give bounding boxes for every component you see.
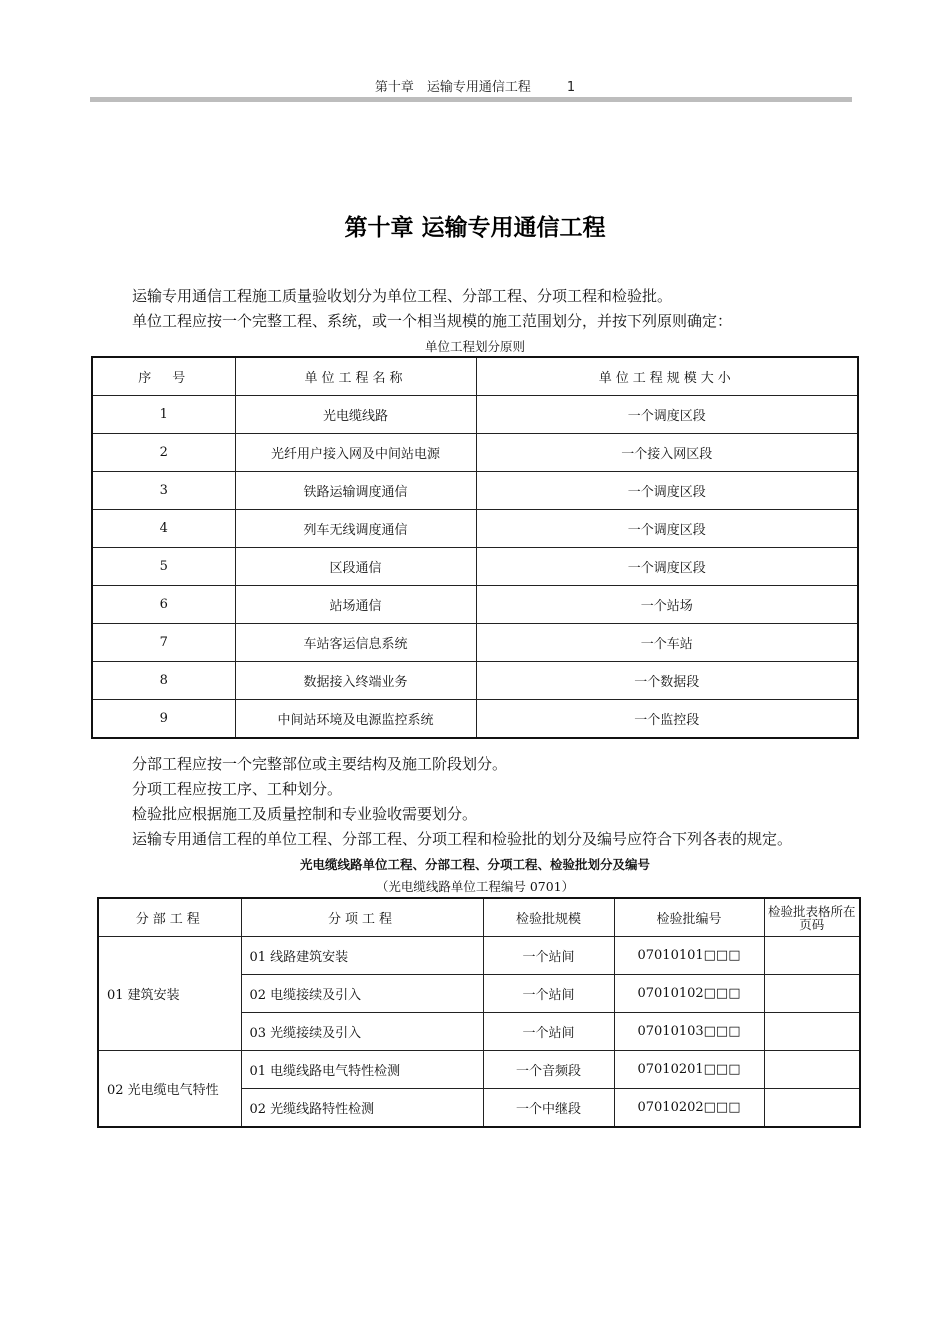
unit-name: 车站客运信息系统: [235, 624, 476, 662]
header-page-number: 1: [566, 80, 576, 95]
unit-scale: 一个监控段: [476, 700, 858, 739]
batch-scale: 一个中继段: [483, 1089, 614, 1128]
column-header: 单位工程规模大小: [476, 357, 858, 396]
table-row: [98, 1051, 860, 1089]
table-header-row: [92, 357, 858, 396]
form-page: [764, 1051, 860, 1089]
row-number: 6: [92, 586, 235, 624]
unit-name: 中间站环境及电源监控系统: [235, 700, 476, 739]
column-header: 分项工程: [241, 898, 483, 937]
unit-scale: 一个调度区段: [476, 510, 858, 548]
table1-caption: 单位工程划分原则: [424, 339, 525, 354]
intro-paragraph-1: 运输专用通信工程施工质量验收划分为单位工程、分部工程、分项工程和检验批。: [132, 287, 673, 305]
row-number: 8: [92, 662, 235, 700]
unit-scale: 一个数据段: [476, 662, 858, 700]
table-header-row: [98, 898, 860, 937]
column-header: 单位工程名称: [235, 357, 476, 396]
unit-scale: 一个站场: [476, 586, 858, 624]
row-number: 9: [92, 700, 235, 739]
unit-name: 列车无线调度通信: [235, 510, 476, 548]
sub-item-name: 01 线路建筑安装: [241, 937, 483, 975]
unit-name: 数据接入终端业务: [235, 662, 476, 700]
form-page: [764, 1013, 860, 1051]
unit-name: 站场通信: [235, 586, 476, 624]
intro-paragraph-2: 单位工程应按一个完整工程、系统，或一个相当规模的施工范围划分，并按下列原则确定：: [132, 312, 733, 330]
table-row: [92, 548, 858, 586]
table-row: [92, 662, 858, 700]
batch-scale: 一个站间: [483, 975, 614, 1013]
column-header: 检验批规模: [483, 898, 614, 937]
unit-scale: 一个调度区段: [476, 396, 858, 434]
unit-division-table: [91, 356, 859, 739]
body-paragraph-1: 分部工程应按一个完整部位或主要结构及施工阶段划分。: [132, 755, 508, 773]
table-row: [92, 434, 858, 472]
table-row: [92, 472, 858, 510]
row-number: 4: [92, 510, 235, 548]
table-row: [92, 586, 858, 624]
division-numbering-table: [97, 897, 861, 1128]
body-paragraph-2: 分项工程应按工序、工种划分。: [132, 780, 343, 798]
unit-name: 区段通信: [235, 548, 476, 586]
unit-scale: 一个调度区段: [476, 548, 858, 586]
batch-scale: 一个站间: [483, 937, 614, 975]
unit-name: 光电缆线路: [235, 396, 476, 434]
batch-code: 07010202□□□: [614, 1089, 764, 1128]
body-paragraph-3: 检验批应根据施工及质量控制和专业验收需要划分。: [132, 805, 478, 823]
table-row: [92, 396, 858, 434]
table-row: [98, 937, 860, 975]
running-header: [0, 76, 950, 95]
division-name: 02 光电缆电气特性: [98, 1051, 241, 1128]
sub-item-name: 03 光缆接续及引入: [241, 1013, 483, 1051]
row-number: 1: [92, 396, 235, 434]
unit-name: 光纤用户接入网及中间站电源: [235, 434, 476, 472]
batch-code: 07010103□□□: [614, 1013, 764, 1051]
division-name: 01 建筑安装: [98, 937, 241, 1051]
table-row: [92, 624, 858, 662]
row-number: 2: [92, 434, 235, 472]
header-rule: [90, 97, 852, 102]
table2-subcaption: （光电缆线路单位工程编号 0701）: [375, 879, 575, 894]
column-header: 序 号: [92, 357, 235, 396]
sub-item-name: 02 光缆线路特性检测: [241, 1089, 483, 1128]
table2-caption: 光电缆线路单位工程、分部工程、分项工程、检验批划分及编号: [299, 857, 650, 872]
table-row: [92, 700, 858, 739]
sub-item-name: 02 电缆接续及引入: [241, 975, 483, 1013]
row-number: 5: [92, 548, 235, 586]
batch-scale: 一个音频段: [483, 1051, 614, 1089]
unit-scale: 一个车站: [476, 624, 858, 662]
column-header: 检验批编号: [614, 898, 764, 937]
column-header: 分部工程: [98, 898, 241, 937]
column-header: 检验批表格所在页码: [764, 898, 860, 937]
unit-scale: 一个接入网区段: [476, 434, 858, 472]
body-paragraph-4: 运输专用通信工程的单位工程、分部工程、分项工程和检验批的划分及编号应符合下列各表的规定。: [132, 830, 793, 848]
batch-code: 07010102□□□: [614, 975, 764, 1013]
form-page: [764, 975, 860, 1013]
unit-scale: 一个调度区段: [476, 472, 858, 510]
table-row: [92, 510, 858, 548]
sub-item-name: 01 电缆线路电气特性检测: [241, 1051, 483, 1089]
form-page: [764, 1089, 860, 1128]
batch-code: 07010201□□□: [614, 1051, 764, 1089]
unit-name: 铁路运输调度通信: [235, 472, 476, 510]
form-page: [764, 937, 860, 975]
row-number: 3: [92, 472, 235, 510]
header-text: 第十章 运输专用通信工程: [374, 80, 531, 95]
batch-scale: 一个站间: [483, 1013, 614, 1051]
row-number: 7: [92, 624, 235, 662]
batch-code: 07010101□□□: [614, 937, 764, 975]
chapter-title: 第十章 运输专用通信工程: [344, 215, 606, 241]
